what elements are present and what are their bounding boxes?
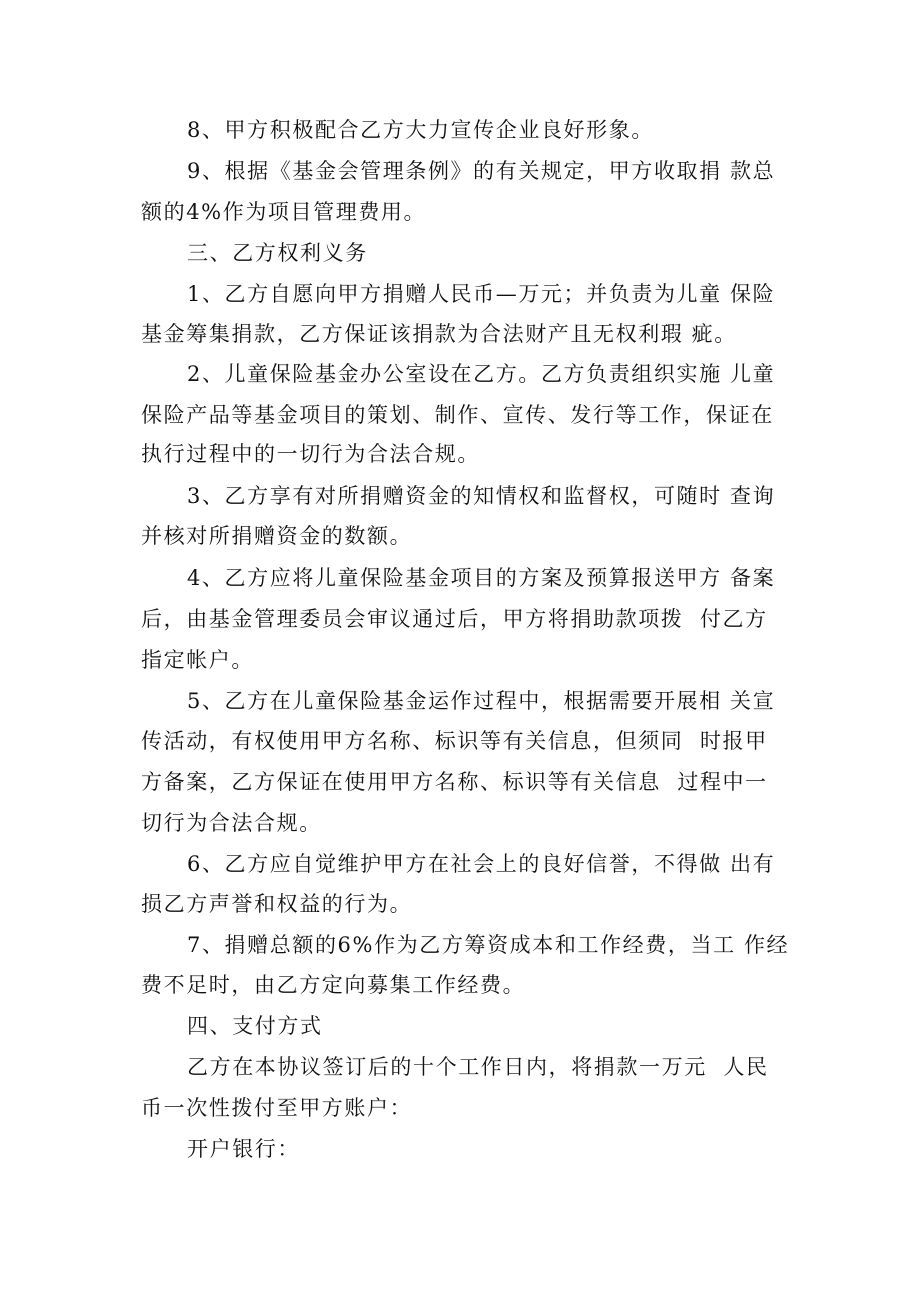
paragraph-line: 2、儿童保险基金办公室设在乙方。乙方负责组织实施 儿童: [187, 362, 776, 386]
paragraph-line: 币一次性拨付至甲方账户：: [141, 1096, 413, 1120]
paragraph-line: 方备案，乙方保证在使用甲方名称、标识等有关信息 过程中一: [141, 770, 768, 794]
paragraph-line: 保险产品等基金项目的策划、制作、宣传、发行等工作，保证在: [141, 403, 774, 427]
paragraph-line: 乙方在本协议签订后的十个工作日内，将捐款一万元 人民: [187, 1055, 769, 1079]
paragraph-line: 传活动，有权使用甲方名称、标识等有关信息，但须同 时报甲: [141, 729, 768, 753]
section-heading: 四、支付方式: [187, 1014, 323, 1038]
paragraph-line: 5、乙方在儿童保险基金运作过程中，根据需要开展相 关宣: [187, 689, 776, 713]
paragraph-line: 费不足时，由乙方定向募集工作经费。: [141, 973, 526, 997]
paragraph-line: 1、乙方自愿向甲方捐赠人民币—万元；并负责为儿童 保险: [187, 282, 776, 306]
paragraph-line: 执行过程中的一切行为合法合规。: [141, 442, 480, 466]
paragraph-line: 额的4%作为项目管理费用。: [141, 200, 427, 224]
paragraph-line: 开户银行：: [187, 1137, 300, 1161]
paragraph-line: 并核对所捐赠资金的数额。: [141, 524, 413, 548]
paragraph-line: 切行为合法合规。: [141, 811, 322, 835]
paragraph-line: 3、乙方享有对所捐赠资金的知情权和监督权，可随时 查询: [187, 484, 776, 508]
paragraph-line: 7、捐赠总额的6%作为乙方筹资成本和工作经费，当工 作经: [187, 933, 790, 957]
paragraph-line: 6、乙方应自觉维护甲方在社会上的良好信誉，不得做 出有: [187, 852, 776, 876]
paragraph-line: 后，由基金管理委员会审议通过后，甲方将捐助款项拨 付乙方: [141, 607, 768, 631]
paragraph-line: 损乙方声誉和权益的行为。: [141, 892, 413, 916]
paragraph-line: 基金筹集捐款，乙方保证该捐款为合法财产且无权利瑕 疵。: [141, 322, 737, 346]
paragraph-line: 8、甲方积极配合乙方大力宣传企业良好形象。: [187, 118, 654, 142]
section-heading: 三、乙方权利义务: [187, 241, 368, 265]
paragraph-line: 4、乙方应将儿童保险基金项目的方案及预算报送甲方 备案: [187, 566, 776, 590]
paragraph-line: 9、根据《基金会管理条例》的有关规定，甲方收取捐 款总: [187, 159, 776, 183]
paragraph-line: 指定帐户。: [141, 648, 254, 672]
